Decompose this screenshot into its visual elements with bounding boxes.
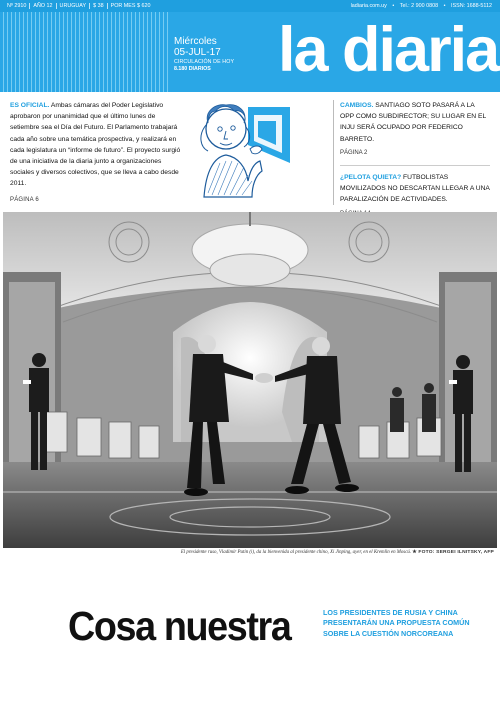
newspaper-logo[interactable]: la diaria [278, 15, 499, 85]
photo-credit: ★ FOTO: SERGEI ILNITSKY, AFP [412, 550, 494, 555]
teaser-separator [340, 165, 490, 166]
teaser-body: Ambas cámaras del Poder Legislativo aprobaron por unanimidad que el último lunes de setiembre sea el Día del Futuro. El Parlamento trabajará cada año sobre una temática prospectiva, y realizará en cada legislatura un “informe de futuro”. El proyecto surgió de una iniciativa de la diaria junto a organizaciones sociales y diversos colectivos, que se lleva a cabo desde 2011. [10, 102, 181, 188]
head-outline [206, 109, 246, 149]
site-link[interactable]: ladiaria.com.uy [350, 3, 387, 9]
circulation-label: CIRCULACIÓN DE HOY [174, 59, 235, 65]
nose [224, 131, 228, 139]
issue-info [4, 0, 153, 12]
teaser-kicker: CAMBIOS. [340, 102, 374, 109]
teaser-body: FUTBOLISTAS MOVILIZADOS NO DESCARTAN LLEGAR A UNA PARALIZACIÓN DE ACTIVIDADES. [340, 174, 490, 204]
cover-headline[interactable]: Cosa nuestra [68, 603, 291, 649]
teaser-kicker: ¿PELOTA QUIETA? [340, 174, 402, 182]
contact-info [349, 0, 494, 12]
caption-text: El presidente ruso, Vladimir Putin (i), da la bienvenida al presidente chino, Xi Jinping, ayer, en el Kremlin en Moscú. [180, 550, 412, 555]
info-bar [0, 0, 500, 12]
body-outline [204, 155, 262, 197]
circulation-count: 8.180 DIARIOS [174, 66, 211, 72]
date-block [174, 36, 274, 73]
issue-number: Nº 2910 [4, 3, 30, 9]
photo-caption [3, 549, 494, 557]
issue-price: $ 38 [90, 3, 108, 9]
body-hatching [208, 161, 252, 195]
phone-number: Tel.: 2 900 0808 [399, 3, 439, 9]
handshake [255, 373, 273, 383]
issue-country: URUGUAY [57, 3, 91, 9]
main-photo[interactable] [3, 212, 497, 548]
issn-number: ISSN: 1688-5112 [451, 3, 492, 9]
teaser-kicker: ES OFICIAL. [10, 102, 50, 109]
teaser-body: SANTIAGO SOTO PASARÁ A LA OPP COMO SUBDIRECTOR; SU LUGAR EN EL INJU SERÁ OCUPADO POR FEDERICO BARRETO. [340, 102, 486, 143]
eye-right [231, 126, 235, 130]
issue-date: 05-JUL-17 [174, 47, 221, 58]
mouth [220, 143, 232, 145]
separator: • [443, 3, 446, 9]
page-reference: PÁGINA 6 [10, 196, 39, 203]
page-reference: PÁGINA 2 [340, 149, 368, 156]
column-divider [333, 100, 334, 205]
right-teasers [340, 100, 490, 226]
caricature-illustration [190, 101, 330, 199]
issue-year: AÑO 12 [30, 3, 56, 9]
weekday: Miércoles [174, 36, 217, 47]
issue-monthly-price: POR MES $ 620 [110, 3, 151, 9]
cover-dek: LOS PRESIDENTES DE RUSIA Y CHINA PRESENTARÁN UNA PROPUESTA COMÚN SOBRE LA CUESTIÓN NORCOREANA [323, 608, 470, 638]
teaser-cambios[interactable] [340, 100, 490, 159]
masthead-stripes [0, 12, 170, 92]
eye-left [218, 127, 222, 131]
hand [250, 146, 262, 154]
separator: • [392, 3, 395, 9]
teaser-dia-del-futuro[interactable] [10, 100, 185, 206]
